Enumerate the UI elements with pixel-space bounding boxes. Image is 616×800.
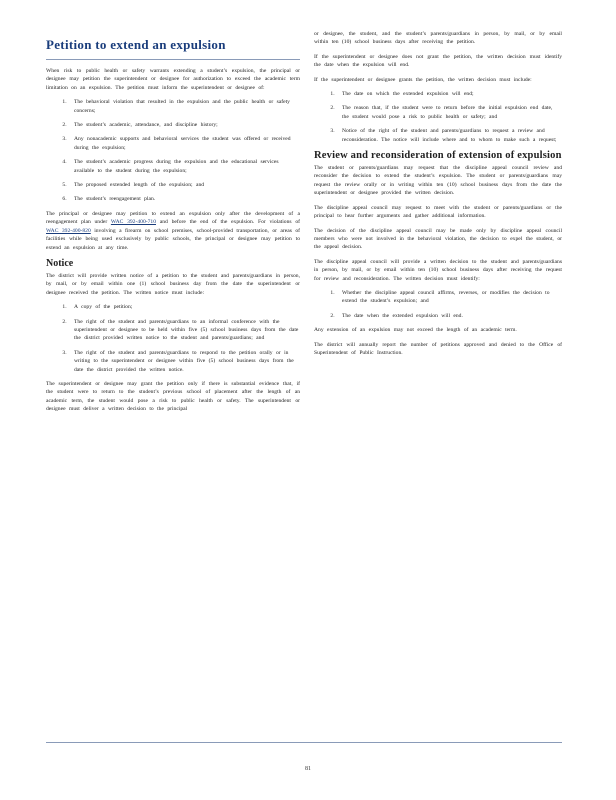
review-paragraph: The district will annually report the number of petitions approved and denied to the Office of Superintendent of Public Instruction.: [314, 341, 562, 356]
left-column: [46, 30, 300, 420]
para-text: involving a firearm on school premises, school-provided transportation, or areas of facilities while being used exclusively by public schools, the principal or designee may petition to extend an expulsion at any time.: [46, 227, 300, 251]
para-text: The principal or designee may petition to extend an expulsion only after the development of a reengagement plan under: [46, 210, 300, 226]
decision-continuation: or designee, the student, and the student’s parents/guardians in person, by mail, or by email within ten (10) school business days after receiving the petition.: [314, 31, 562, 46]
list-item: 1. A copy of the petition;: [70, 303, 300, 311]
list-item: 1. The behavioral violation that resulted in the expulsion and the public health or safety concerns;: [70, 98, 300, 115]
review-paragraph: The discipline appeal council will provide a written decision to the student and parents/guardians in person, by mail, or by email within ten (10) school business days after receiving the request for review and reconsideration. The written decision must identify:: [314, 258, 562, 282]
list-item: 3. Notice of the right of the student and parents/guardians to request a review and reconsideration. The notice will include where and to whom to make such a request;: [338, 127, 562, 144]
list-item: 5. The proposed extended length of the expulsion; and: [70, 181, 300, 189]
review-paragraph: Any extension of an expulsion may not exceed the length of an academic term.: [314, 327, 517, 334]
not-granted-paragraph: If the superintendent or designee does not grant the petition, the written decision must identify the date when the expulsion will end.: [314, 53, 562, 69]
review-list: [314, 289, 562, 320]
list-item: 2. The right of the student and parents/guardians to an informal conference with the superintendent or designee to be held within five (5) school business days from the date the district provided written notice to the student and parents/guardians; and: [70, 318, 300, 343]
para-text: and before the end of the expulsion. For violations of: [159, 219, 300, 226]
list-item: 3. Any nonacademic supports and behavioral services the student was offered or received during the expulsion;: [70, 135, 300, 152]
list-item: 2. The student’s academic, attendance, and discipline history;: [70, 121, 300, 129]
petition-list: [46, 98, 300, 204]
list-item: 6. The student’s reengagement plan.: [70, 195, 300, 203]
wac-link-820[interactable]: WAC 392-400-820: [46, 227, 91, 234]
list-item: 2. The reason that, if the student were to return before the initial expulsion end date, the student would pose a risk to public health or safety; and: [338, 104, 562, 121]
review-paragraph: The student or parents/guardians may request that the discipline appeal council review and reconsider the decision to extend the student’s expulsion. The student or parents/guardians may request the review orally or in writing within ten (10) school business days from the date the superintendent or designee provided the written decision.: [314, 165, 562, 197]
notice-outro: The superintendent or designee may grant the petition only if there is substantial evidence that, if the student were to return to the student’s previous school of placement after the length of an academic term, the student would pose a risk to public health or safety. The superintendent or designee must deliver a written decision to the principal: [46, 380, 300, 413]
list-item: 3. The right of the student and parents/guardians to respond to the petition orally or in writing to the superintendent or designee within five (5) school business days from the date the district provided the written notice.: [70, 349, 300, 374]
section-title-petition: Petition to extend an expulsion: [46, 37, 226, 52]
wac-link-710[interactable]: WAC 392-400-710: [110, 219, 156, 226]
list-item: 4. The student’s academic progress during the expulsion and the educational services available to the student during the expulsion;: [70, 158, 300, 175]
right-column: [314, 30, 562, 363]
section-title-notice: Notice: [46, 257, 74, 269]
list-item: 2. The date when the extended expulsion will end.: [338, 312, 562, 320]
page-number: 81: [305, 766, 311, 772]
title-rule: [46, 59, 300, 60]
notice-intro: The district will provide written notice of a petition to the student and parents/guardians in person, by mail, or by email within one (1) school business day from the date the superintendent or designee received the petition. The written notice must include:: [46, 272, 300, 296]
list-item: 1. The date on which the extended expulsion will end;: [338, 90, 562, 98]
review-paragraph: The decision of the discipline appeal council may be made only by discipline appeal council members who were not involved in the behavioral violation, the decision to expel the student, or the appeal decision.: [314, 227, 562, 251]
list-item: 1. Whether the discipline appeal council affirms, reverses, or modifies the decision to extend the student’s expulsion; and: [338, 289, 562, 306]
review-paragraph: The discipline appeal council may request to meet with the student or parents/guardians or the principal to hear further arguments and gather additional information.: [314, 204, 562, 220]
notice-list: [46, 303, 300, 374]
petition-timing-paragraph: [46, 210, 300, 252]
section-title-review: Review and reconsideration of extension of expulsion: [314, 150, 562, 162]
petition-intro: When risk to public health or safety warrants extending a student’s expulsion, the principal or designee may petition the superintendent or designee for authorization to exceed the academic term limitation on an expulsion. The petition must inform the superintendent or designee of:: [46, 68, 300, 91]
granted-list: [314, 90, 562, 144]
footer-rule: [46, 742, 562, 743]
granted-paragraph: If the superintendent or designee grants the petition, the written decision must include:: [314, 76, 532, 83]
